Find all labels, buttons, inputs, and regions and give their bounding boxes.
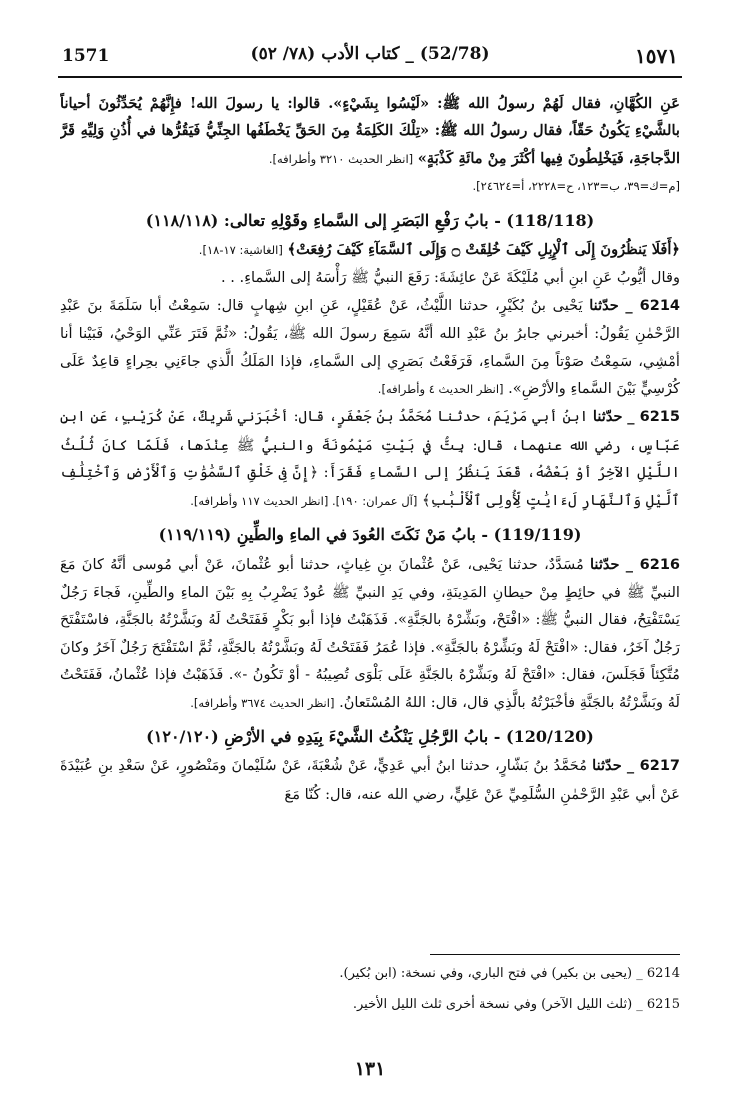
chapter-heading-119: (119/119) - بابُ مَنْ نَكَتَ العُودَ في الماءِ والطِّينِ (١١٩/١١٩) [158,525,582,545]
hadith-text: ابنُ أبي مَرْيَمَ، حدثنا مُحَمَّدُ بنُ جَعْفَرٍ، قال: أخْبَرَني شَرِيكٌ، عَنْ كُرَيْبٍ، عَنِ ابنِ عَبّاسٍ، رضي الله عنهما، قال: بِتُّ في بَيْتِ مَيْمُونَةَ والنبيُّ ﷺ عِنْدَها، فَلَمّا كانَ ثُلُثُ اللَّيْلِ الآخِرُ أوْ بَعْضُهُ، قَعَدَ يَنظُرُ إلى السَّماءِ فَقَرَأَ: ﴿إِنَّ فِى خَلْقِ ٱلسَّمَٰوَٰتِ وَٱلْأَرْضِ وَٱخْتِلَٰفِ ٱلَّيْلِ وَٱلنَّهَارِ لَءَايَٰتٍ لِّأُولِى ٱلْأَلْبَٰبِ﴾ [60,408,680,509]
cross-reference: [آل عمران: ١٩٠]. [انظر الحديث ١١٧ وأطرافه]. [190,493,418,508]
footnote-divider [430,954,680,955]
page-number-latin: 1571 [62,46,110,66]
chapter-heading-120: (120/120) - بابُ الرَّجُلِ يَنْكُتُ الشَّيْءَ بِيَدِهِ في الأرْضِ (١٢٠/١٢٠) [146,726,594,746]
footnote: 6214 _ (يحيى بن بكير) في فتح الباري، وفي نسخة: (ابن بُكير). [339,966,680,981]
hadith-6216 [60,551,680,717]
verse-text: ﴿أَفَلَا يَنظُرُونَ إِلَى ٱلْإِبِلِ كَيْفَ خُلِقَتْ ۝ وَإِلَى ٱلسَّمَآءِ كَيْفَ رُفِعَتْ﴾ [287,241,680,259]
hadith-6217 [60,752,680,808]
hadith-number: 6217 _ [626,758,680,775]
hadith-6215 [60,403,680,515]
quran-verse [60,236,680,264]
hadith-number: 6216 _ [625,556,680,573]
cross-reference: [انظر الحديث ٤ وأطرافه]. [377,382,504,397]
hadith-number: 6214 _ [625,297,680,314]
page-number-arabic: ١٥٧١ [635,44,678,68]
haddathana-label: حدّثنا [589,555,620,573]
hadith-text: مُحَمَّدُ بنُ بَشّارٍ، حدثنا ابنُ أبي عَدِيٍّ، عَنْ شُعْبَةَ، عَنْ سُلَيْمانَ ومَنْصُورٍ، عَنْ سَعْدِ بنِ عُبَيْدَةَ عَنْ أبي عَبْدِ الرَّحْمٰنِ السُّلَمِيِّ عَنْ عَلِيٍّ، رضي الله عنه، قال: كُنّا مَعَ [60,757,680,803]
hadith-number: 6215 _ [627,409,680,426]
hadith-text: يَحْيى بنُ بُكَيْرٍ، حدثنا اللَّيْثُ، عَنْ عُقَيْلٍ، عَنِ ابنِ شِهابٍ قال: سَمِعْتُ أبا سَلَمَةَ بنَ عَبْدِ الرَّحْمٰنِ يَقُولُ: أخبرني جابرُ بنُ عَبْدِ الله أنَّهُ سَمِعَ رسولَ الله ﷺ، يَقُولُ: «ثُمَّ فَتَرَ عَنِّي الوَحْيُ، فَبَيْنا أنا أمْشِي، سَمِعْتُ صَوْتاً مِنَ السَّماءِ، فَرَفَعْتُ بَصَرِي إلى السَّماءِ، فإذا المَلَكُ الَّذي جاءَنِي بحِراءٍ قاعِدٌ عَلَى كُرْسِيٍّ بَيْنَ السَّماءِ والأرْضِ». [60,296,680,398]
main-text [60,90,680,950]
hadith-6214 [60,292,680,404]
verse-reference: [الغاشية: ١٧-١٨]. [198,243,283,258]
footnotes [60,958,680,1020]
folio-number: ١٣١ [354,1058,386,1080]
footnote: 6215 _ (ثلث الليل الآخر) وفي نسخة أخرى ثلث الليل الأخير. [352,997,680,1012]
running-title: (52/78) _ كتاب الأدب (٧٨/ ٥٢) [250,44,490,64]
paragraph-continuation [60,90,680,173]
source-references: [م=ك=٣٩، ب=١٢٣، ح=٢٢٢٨، أ=٢٤٦٢٤]. [472,179,680,194]
cross-reference: [انظر الحديث ٣٢١٠ وأطرافه]. [268,151,414,166]
cross-reference: [انظر الحديث ٣٦٧٤ وأطرافه]. [190,695,335,710]
hadith-text: مُسَدَّدٌ، حدثنا يَحْيى، عَنْ عُثْمانَ بنِ غِياثٍ، حدثنا أبو عُثْمانَ، عَنْ أبي مُوسى أنَّهُ كانَ مَعَ النبيِّ ﷺ في حائِطٍ مِنْ حيطانِ المَدِينَةِ، وفي يَدِ النبيِّ ﷺ عُودٌ يَضْرِبُ بِهِ بَيْنَ الماءِ والطِّينِ، فَجاءَ رَجُلٌ يَسْتَفْتِحُ، فقال النبيُّ ﷺ: «افْتَحْ، وبَشِّرْهُ بالجَنَّةِ». فَذَهَبْتُ فإذا أبو بَكْرٍ فَفَتَحْتُ لَهُ وبَشَّرْتُهُ بالجَنَّةِ، فاسْتَفْتَحَ رَجُلٌ آخَرُ، فقال: «افْتَحْ لَهُ وبَشِّرْهُ بالجَنَّةِ». فإذا عُمَرُ فَفَتَحْتُ لَهُ وبَشَّرْتُهُ بالجَنَّةِ، ثُمَّ اسْتَفْتَحَ رَجُلٌ آخَرُ وكانَ مُتَّكِئاً فَجَلَسَ، فقال: «افْتَحْ لَهُ وبَشِّرْهُ بالجَنَّةِ عَلَى بَلْوَى تُصِيبُهُ - أوْ تَكُونُ -». فَذَهَبْتُ فإذا عُثْمانُ، فَفَتَحْتُ لَهُ وبَشَّرْتُهُ بالجَنَّةِ فأخْبَرْتُهُ بالَّذِي قال، قال: اللهُ المُسْتَعانُ. [60,555,680,711]
haddathana-label: حدّثنا [589,296,619,314]
page-header [58,36,682,78]
paragraph-text: عَنِ الكُهَّانِ، فقال لَهُمْ رسولُ الله ﷺ: «لَيْسُوا بِشَيْءٍ». قالوا: يا رسولَ الله! فإِنَّهُمْ يُحَدِّثُونَ أحياناً بالشَّيْءِ يَكُونُ حَقّاً، فقال رسولُ الله ﷺ: «تِلْكَ الكَلِمَةُ مِنَ الحَقِّ يَخْطَفُها الجِنِّيُّ فَيَقُرُّها في أُذُنِ وَلِيِّهِ قَرَّ الدَّجاجَةِ، فَيَخْلِطُونَ فِيها أكْثَرَ مِنْ مائَةِ كَذْبَةٍ» [60,95,680,167]
haddathana-label: حدّثنا [592,757,622,775]
haddathana-label: حدّثنا [592,408,623,426]
chapter-note: وقال أيُّوبُ عَنِ ابنِ أبي مُلَيْكَةَ عَنْ عائِشَةَ: رَفَعَ النبيُّ ﷺ رَأْسَهُ إلى السَّماءِ. . . [221,269,680,287]
chapter-heading-118: (118/118) - بابُ رَفْعِ البَصَرِ إلى السَّماءِ وقَوْلِهِ تعالى: (١١٨/١١٨) [145,210,595,230]
